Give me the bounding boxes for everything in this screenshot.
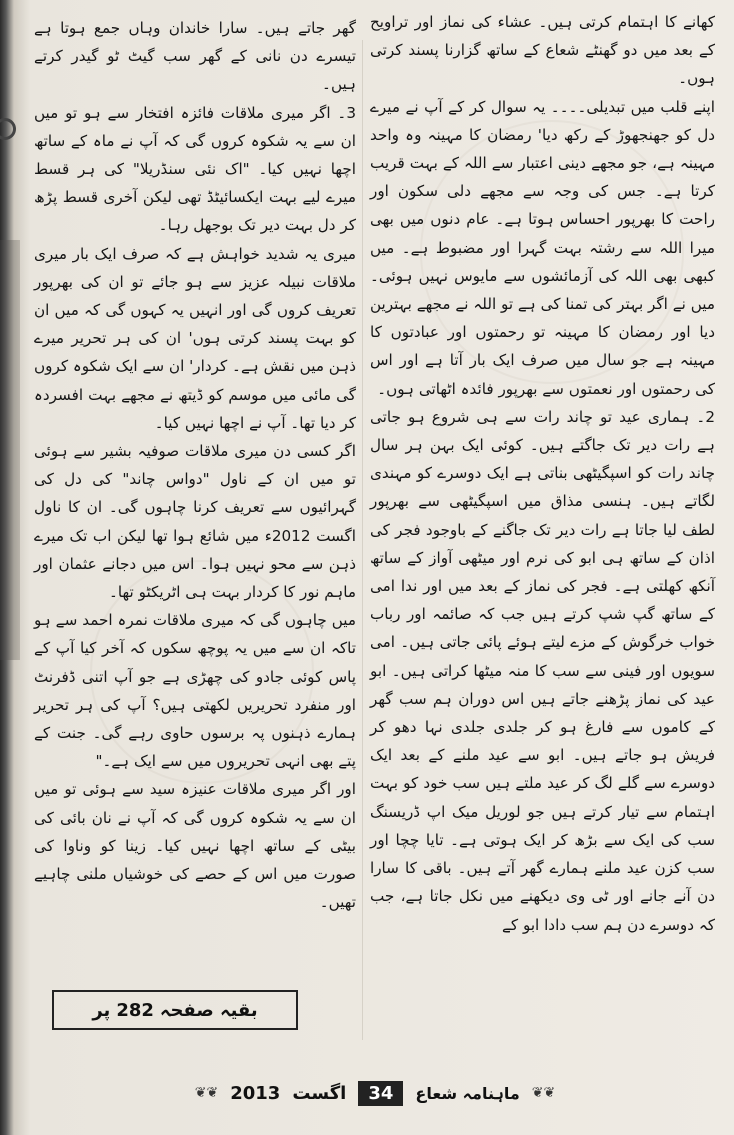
page-footer	[175, 1075, 575, 1111]
paragraph: گھر جاتے ہیں۔ سارا خاندان وہاں جمع ہوتا ہے تیسرے دن نانی کے گھر سب گیٹ ٹو گیدر کرتے ہیں۔	[34, 19, 356, 94]
paragraph: کھانے کا اہتمام کرتی ہیں۔ عشاء کی نماز اور تراویح کے بعد میں دو گھنٹے شعاع کے ساتھ گزارنا پسند کرتی ہوں۔	[370, 13, 715, 88]
paragraph: میری یہ شدید خواہش ہے کہ صرف ایک بار میری ملاقات نبیلہ عزیز سے ہو جائے تو ان کی بھرپور تعریف کروں گی اور انہیں یہ کہوں گی کہ میں ان کو بہت پسند کرتی ہوں' ان کی ہر تحریر میرے ذہن میں نقش ہے۔ کردار' ان سے ایک شکوہ کروں گی مائی میں موسم کو ڈیتھ نے مجھے بہت افسردہ کر دیا تھا۔ آپ نے اچھا نہیں کیا۔	[33, 244, 356, 432]
ornament-icon: ❦❦	[194, 1085, 219, 1101]
page-number: 34	[358, 1081, 403, 1106]
binding-shadow	[0, 240, 20, 660]
ornament-icon: ❦❦	[531, 1085, 556, 1101]
right-column	[370, 8, 715, 939]
paragraph: اور اگر میری ملاقات عنیزہ سید سے ہوئی تو میں ان سے یہ شکوہ کروں گی کہ آپ نے نان بائی کی بیٹی کے ساتھ اچھا نہیں کیا۔ زینا کو وناوا کی صورت میں اس کے حصے کی خوشیاں ملنی چاہیے تھیں۔	[34, 780, 356, 912]
continued-label: بقیہ صفحہ	[159, 999, 258, 1021]
paragraph: میں چاہوں گی کہ میری ملاقات نمرہ احمد سے ہو تاکہ ان سے میں یہ پوچھ سکوں کہ آخر کیا آپ کے پاس کوئی جادو کی چھڑی ہے جو آپ اتنی ڈفرنٹ اور منفرد تحریریں لکھتی ہیں؟ آپ کی ہر تحریر ہمارے ذہنوں پہ برسوں حاوی رہے گی۔ جنت کے پتے بھی انہی تحریروں میں سے ایک ہے۔"	[34, 611, 356, 771]
paragraph: اگر کسی دن میری ملاقات صوفیہ بشیر سے ہوئی تو میں ان کے ناول "دواس چاند" کی دل کی گہرائیوں سے تعریف کرنا چاہوں گی۔ ان کا ناول اگست 2012ء میں شائع ہوا تھا لیکن اب تک میرے ذہن سے محو نہیں ہوا۔ اس میں دجانے عثمان اور ماہم نور کا کردار بہت ہی اٹریکٹو تھا۔	[34, 442, 356, 602]
footer-year: 2013	[230, 1082, 281, 1104]
magazine-name: ماہنامہ شعاع	[415, 1083, 520, 1103]
continued-suffix: پر	[92, 999, 111, 1021]
continued-box	[52, 990, 298, 1030]
paragraph: اپنے قلب میں تبدیلی۔۔۔۔ یہ سوال کر کے آپ نے میرے دل کو جھنجھوڑ کے رکھ دیا' رمضان کا مہینہ وہ واحد مہینہ ہے، جو مجھے دینی اعتبار سے اللہ کے بہت قریب کرتا ہے۔ جس کی وجہ سے مجھے دلی سکون اور راحت کا بھرپور احساس ہوتا ہے۔ عام دنوں میں بھی میرا اللہ سے رشتہ بہت گہرا اور مضبوط ہے۔ میں کبھی بھی اللہ کی آزمائشوں سے مایوس نہیں ہوئی۔ میں نے اگر بہتر کی تمنا کی ہے تو اللہ نے مجھے بہترین دیا اور رمضان کا مہینہ تو رحمتوں اور عبادتوں کا مہینہ ہے جو سال میں صرف ایک بار آتا ہے اور اس کی رحمتوں اور نعمتوں سے بھرپور فائدہ اٹھاتی ہوں۔	[370, 97, 715, 398]
paragraph: 3۔ اگر میری ملاقات فائزہ افتخار سے ہو تو میں ان سے یہ شکوہ کروں گی کہ آپ نے ماہ کے ساتھ اچھا نہیں کیا۔ "اک نئی سنڈریلا" کی ہر قسط میرے لیے بہت ایکسائیٹڈ تھی لیکن آخری قسط پڑھ کر دل بہت دیر تک بوجھل رہا۔	[34, 103, 356, 235]
binding-edge	[0, 0, 34, 1135]
left-column	[34, 14, 356, 917]
binding-ring-icon	[0, 118, 16, 140]
paragraph: 2۔ ہماری عید تو چاند رات سے ہی شروع ہو جاتی ہے رات دیر تک جاگتے ہیں۔ کوئی ایک بہن ہر سال چاند رات کو اسپگیٹھی بناتی ہے ایک دوسرے کو مہندی لگاتے ہیں۔ ہنسی مذاق میں اسپگیٹھی سے بھرپور لطف لیا جاتا ہے رات دیر تک جاگنے کے باوجود فجر کی اذان کے ساتھ ہی ابو کی نرم اور میٹھی آواز کے ساتھ آنکھ کھلتی ہے۔ فجر کی نماز کے بعد میں اور ندا امی کے ساتھ گپ شپ کرتے ہیں جب کہ صائمہ اور رباب خواب خرگوش کے مزے لیتے ہوئے پائی جاتی ہیں۔ امی سویوں اور فینی سے سب کا منہ میٹھا کراتی ہیں۔ ابو عید کی نماز پڑھنے جاتے ہیں اس دوران ہم سب گھر کے کاموں سے فارغ ہو کر جلدی جلدی نہا دھو کر فریش ہو جاتے ہیں۔ ابو سے عید ملنے کے بعد ایک دوسرے سے گلے لگ کر عید ملتے ہیں سب خود کو بہت اہتمام سے تیار کرتے ہیں جو لوریل میک اپ ڈریسنگ سب کی ایک سے بڑھ کر ایک ہوتی ہے۔ تایا چچا اور سب کزن عید ملنے ہمارے گھر آتے ہیں۔ باقی کا سارا دن آنے جانے اور ٹی وی دیکھنے میں نکل جاتا ہے، جب کہ دوسرے دن ہم سب دادا ابو کے	[370, 407, 715, 934]
continued-page: 282	[116, 999, 154, 1021]
footer-month: اگست	[292, 1082, 347, 1104]
column-divider	[362, 40, 363, 1040]
